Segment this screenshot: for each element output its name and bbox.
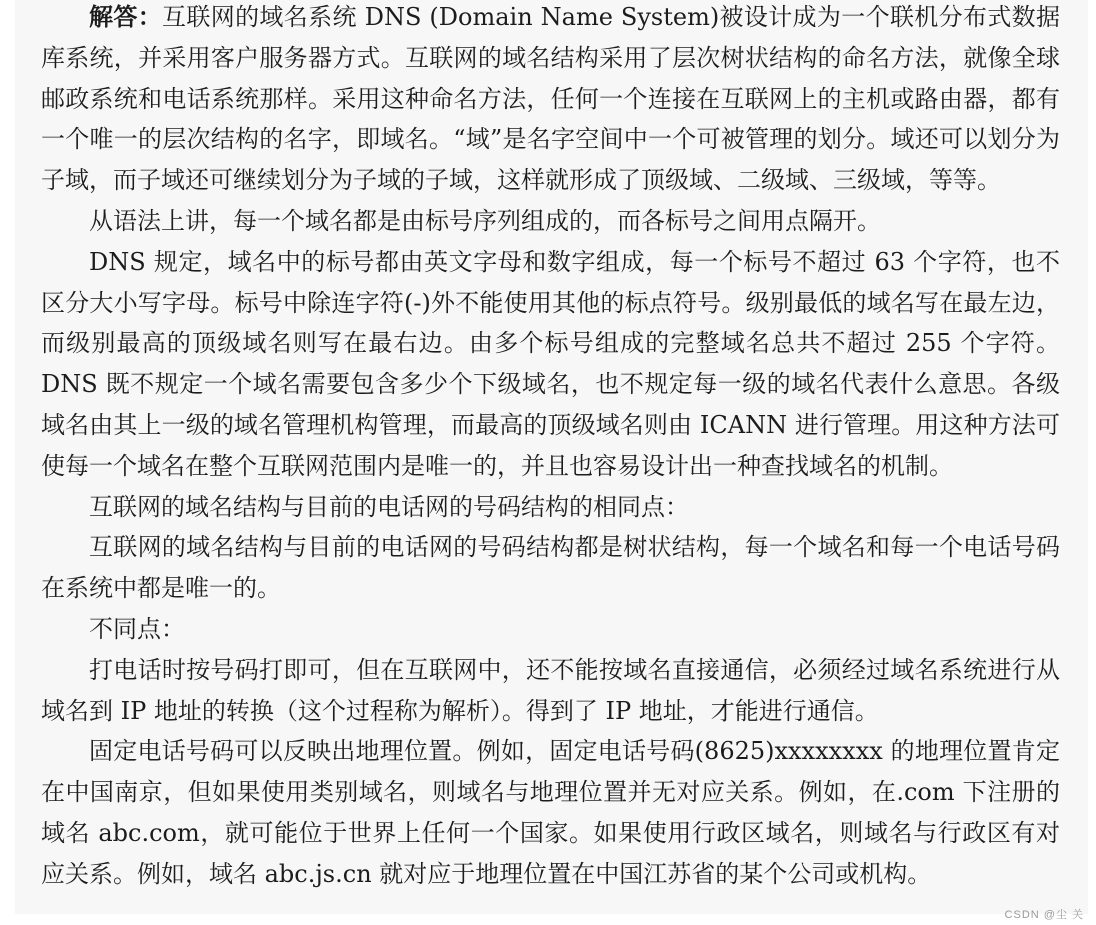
answer-text: 互联网的域名系统 DNS (Domain Name System)被设计成为一个联机分布式数据库系统，并采用客户服务器方式。互联网的域名结构采用了层次树状结构的命名方法，就像全球邮政系统和电话系统那样。采用这种命名方法，任何一个连接在互联网上的主机或路由器，都有一个唯一的层次结构的名字，即域名。“域”是名字空间中一个可被管理的划分。域还可以划分为子域，而子域还可继续划分为子域的子域，这样就形成了顶级域、二级域、三级域，等等。: [41, 3, 1061, 195]
syntax-paragraph: 从语法上讲，每一个域名都是由标号序列组成的，而各标号之间用点隔开。: [89, 206, 881, 235]
difference-paragraph-1: 打电话时按号码打即可，但在互联网中，还不能按域名直接通信，必须经过域名系统进行从域名到 IP 地址的转换（这个过程称为解析）。得到了 IP 地址，才能进行通信。: [41, 655, 1060, 725]
similarity-heading: 互联网的域名结构与目前的电话网的号码结构的相同点：: [89, 492, 689, 521]
answer-paragraph: [41, 0, 1060, 201]
watermark: CSDN @尘 关: [1004, 909, 1084, 921]
difference-heading: 不同点：: [89, 614, 185, 643]
difference-paragraph-2: 固定电话号码可以反映出地理位置。例如，固定电话号码(8625)xxxxxxxx 的地理位置肯定在中国南京，但如果使用类别域名，则域名与地理位置并无对应关系。例如，在.com 下注册的域名 abc.com，就可能位于世界上任何一个国家。如果使用行政区域名，则域名与行政区有对应关系。例如，域名 abc.js.cn 就对应于地理位置在中国江苏省的某个公司或机构。: [41, 737, 1060, 888]
dns-rules-paragraph: DNS 规定，域名中的标号都由英文字母和数字组成，每一个标号不超过 63 个字符，也不区分大小写字母。标号中除连字符(-)外不能使用其他的标点符号。级别最低的域名写在最左边，而级别最高的顶级域名则写在最右边。由多个标号组成的完整域名总共不超过 255 个字符。DNS 既不规定一个域名需要包含多少个下级域名，也不规定每一级的域名代表什么意思。各级域名由其上一级的域名管理机构管理，而最高的顶级域名则由 ICANN 进行管理。用这种方法可使每一个域名在整个互联网范围内是唯一的，并且也容易设计出一种查找域名的机制。: [41, 247, 1060, 480]
document-page: [15, 0, 1088, 914]
similarity-paragraph: 互联网的域名结构与目前的电话网的号码结构都是树状结构，每一个域名和每一个电话号码在系统中都是唯一的。: [41, 533, 1060, 603]
answer-label: 解答：: [89, 2, 163, 31]
